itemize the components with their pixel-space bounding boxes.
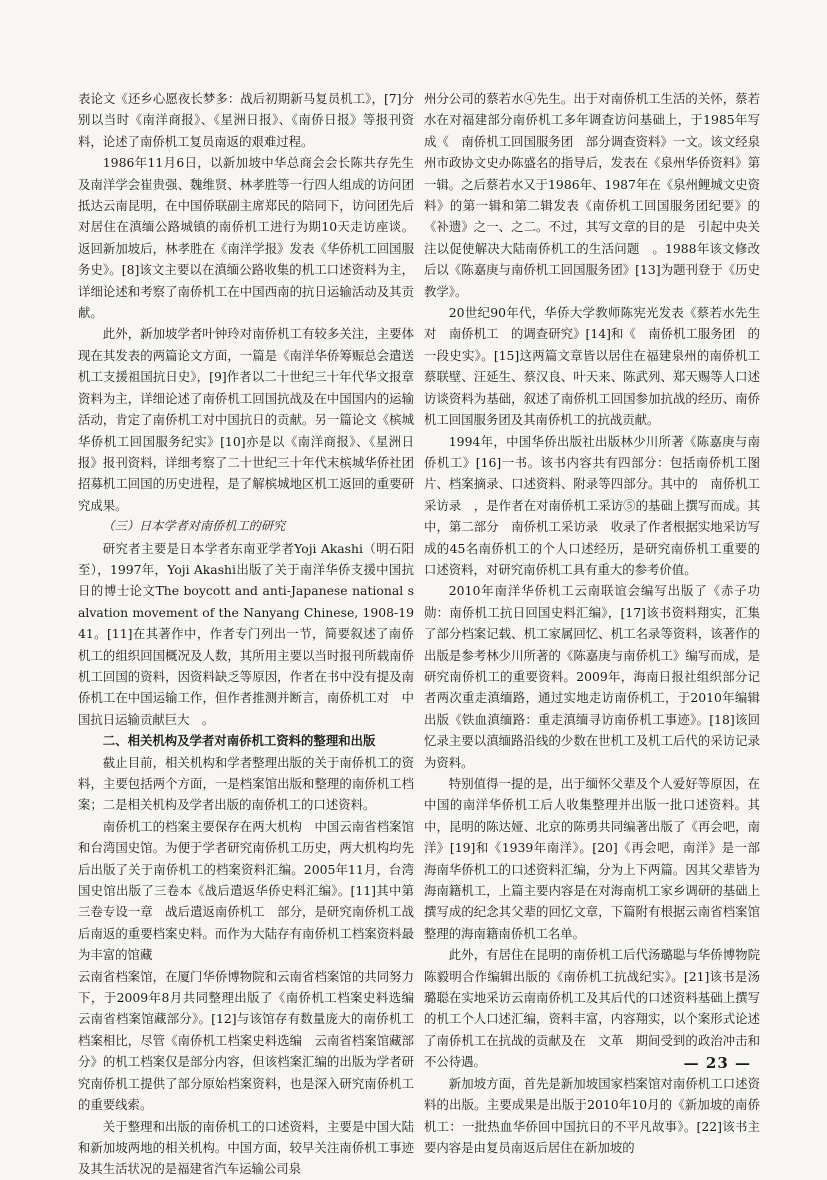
paragraph: 关于整理和出版的南侨机工的口述资料，主要是中国大陆和新加坡两地的相关机构。中国方面，较早关注南侨机工事迹及其生活状况的是福建省汽车运输公司泉 xyxy=(78,1118,414,1177)
right-column xyxy=(424,88,760,1158)
section-subheading: （三）日本学者对南侨机工的研究 xyxy=(102,519,286,534)
page-number: — 23 — xyxy=(683,1054,751,1072)
section-heading: 二、相关机构及学者对南侨机工资料的整理和出版 xyxy=(102,733,376,749)
paragraph: 截止目前，相关机构和学者整理出版的关于南侨机工的资料，主要包括两个方面，一是档案馆出版和整理的南侨机工档案；二是相关机构及学者出版的南侨机工的口述资料。 xyxy=(78,754,414,813)
paragraph: 1994年，中国华侨出版社出版林少川所著《陈嘉庚与南侨机工》[16]一书。该书内容共有四部分：包括南侨机工图片、档案摘录、口述资料、附录等四部分。其中的 南侨机工采访录 ，是作者在对南侨机工采访⑤的基础上撰写而成。其中，第二部分 南侨机工采访录 收录了作者根据实地采访写成的45名南侨机工的个人口述经历，是研究南侨机工重要的口述资料，对研究南侨机工具有重大的参考价值。 xyxy=(424,433,760,577)
paragraph: 表论文《还乡心愿夜长梦多：战后初期新马复员机工》，[7]分别以当时《南洋商报》、《星洲日报》、《南侨日报》等报刊资料，论述了南侨机工复员南返的艰难过程。 xyxy=(78,91,414,149)
paragraph: 此外，新加坡学者叶钟玲对南侨机工有较多关注，主要体现在其发表的两篇论文方面，一篇是《南洋华侨筹赈总会遣送机工支援祖国抗日史》，[9]作者以二十世纪三十年代华文报章资料为主，详细论述了南侨机工回国抗战及在中国国内的运输活动，肯定了南侨机工对中国抗日的贡献。另一篇论文《槟城华侨机工回国服务纪实》[10]亦是以《南洋商报》、《星洲日报》报刊资料，详细考察了二十世纪三十年代末槟城华侨社团招募机工回国的历史进程，是了解槟城地区机工返回的重要研究成果。 xyxy=(78,326,414,513)
left-column xyxy=(78,88,427,1180)
paragraph: 此外，有居住在昆明的南侨机工后代汤璐聪与华侨博物院陈毅明合作编辑出版的《南侨机工抗战纪实》。[21]该书是汤璐聪在实地采访云南南侨机工及其后代的口述资料基础上撰写的机工个人口述汇编，资料丰富，内容翔实，以个案形式论述了南侨机工在抗战的贡献及在 文革 期间受到的政治冲击和不公待遇。 xyxy=(424,947,760,1070)
paragraph: 云南省档案馆，在厦门华侨博物院和云南省档案馆的共同努力下，于2009年8月共同整理出版了《南侨机工档案史料选编 云南省档案馆藏部分》。[12]与该馆存有数量庞大的南侨机工档案相比，尽管《南侨机工档案史料选编 云南省档案馆藏部分》的机工档案仅是部分内容，但该档案汇编的出版为学者研究南侨机工提供了部分原始档案资料，也是深入研究南侨机工的重要线索。 xyxy=(78,968,427,1113)
paragraph: 南侨机工的档案主要保存在两大机构 中国云南省档案馆和台湾国史馆。为便于学者研究南侨机工历史，两大机构均先后出版了关于南侨机工的档案资料汇编。2005年11月，台湾国史馆出版了三卷本《战后遣返华侨史料汇编》。[11]其中第三卷专设一章 战后遣返南侨机工 部分，是研究南侨机工战后南返的重要档案史料。而作为大陆存有南侨机工档案资料最为丰富的馆藏 xyxy=(78,818,414,963)
paragraph: 特别值得一提的是，出于缅怀父辈及个人爱好等原因，在中国的南洋华侨机工后人收集整理并出版一批口述资料。其中，昆明的陈达娅、北京的陈勇共同编著出版了《再会吧，南洋》[19]和《1939年南洋》。[20]《再会吧，南洋》是一部海南华侨机工的口述资料汇编，分为上下两篇。因其父辈皆为海南籍机工，上篇主要内容是在对海南机工家乡调研的基础上撰写成的纪念其父辈的回忆文章，下篇附有根据云南省档案馆整理的海南籍南侨机工名单。 xyxy=(424,776,760,941)
paragraph: 2010年南洋华侨机工云南联谊会编写出版了《赤子功勋：南侨机工抗日回国史料汇编》，[17]该书资料翔实，汇集了部分档案记载、机工家属回忆、机工名录等资料，该著作的出版是参考林少川所著的《陈嘉庚与南侨机工》编写而成，是研究南侨机工的重要资料。2009年，海南日报社组织部分记者两次重走滇缅路，通过实地走访南侨机工，于2010年编辑出版《铁血滇缅路：重走滇缅寻访南侨机工事迹》。[18]该回忆录主要以滇缅路沿线的少数在世机工及机工后代的采访记录为资料。 xyxy=(424,583,760,770)
paragraph: 20世纪90年代，华侨大学教师陈宪光发表《蔡若水先生对 南侨机工 的调查研究》[14]和《 南侨机工服务团 的一段史实》。[15]这两篇文章皆以居住在福建泉州的南侨机工蔡联壁、汪延生、蔡汉良、叶天来、陈武列、郑天赐等人口述访谈资料为基础，叙述了南侨机工回国参加抗战的经历、南侨机工回国服务团及其南侨机工的抗战贡献。 xyxy=(424,305,760,428)
paragraph: 1986年11月6日，以新加坡中华总商会会长陈共存先生及南洋学会崔贵强、魏维贤、林孝胜等一行四人组成的访问团抵达云南昆明，在中国侨联副主席郑民的陪同下，访问团先后对居住在滇缅公路城镇的南侨机工进行为期10天走访座谈。返回新加坡后，林孝胜在《南洋学报》发表《华侨机工回国服务史》。[8]该文主要以在滇缅公路收集的机工口述资料为主，详细论述和考察了南侨机工在中国西南的抗日运输活动及其贡献。 xyxy=(78,155,414,321)
paragraph: 研究者主要是日本学者东南亚学者Yoji Akashi（明石阳至），1997年，Yoji Akashi出版了关于南洋华侨支援中国抗日的博士论文The boycott and anti-Japanese national salvation movement of the Nanyang Chinese, 1908-1941。[11]在其著作中，作者专门列出一节，简要叙述了南侨机工的组织回国概况及人数，其所用主要以当时报刊所载南侨机工回国的资料，因资料缺乏等原因，作者在书中没有提及南侨机工在中国运输工作，但作者推测并断言，南侨机工对 中国抗日运输贡献巨大 。 xyxy=(78,540,414,727)
paragraph: 新加坡方面，首先是新加坡国家档案馆对南侨机工口述资料的出版。主要成果是出版于2010年10月的《新加坡的南侨机工：一批热血华侨回中国抗日的不平凡故事》。[22]该书主要内容是由复员南返后居住在新加坡的 xyxy=(424,1075,760,1155)
paragraph: 州分公司的蔡若水④先生。出于对南侨机工生活的关怀，蔡若水在对福建部分南侨机工多年调查访问基础上，于1985年写成《 南侨机工回国服务团 部分调查资料》一文。该文经泉州市政协文史办陈盛名的指导后，发表在《泉州华侨资料》第一辑。之后蔡若水又于1986年、1987年在《泉州鲤城文史资料》的第一辑和第二辑发表《南侨机工回国服务团纪要》的《补遗》之一、之二。不过，其写文章的目的是 引起中央关注以促使解决大陆南侨机工的生活问题 。1988年该文修改后以《陈嘉庚与南侨机工回国服务团》[13]为题刊登于《历史教学》。 xyxy=(424,91,760,299)
